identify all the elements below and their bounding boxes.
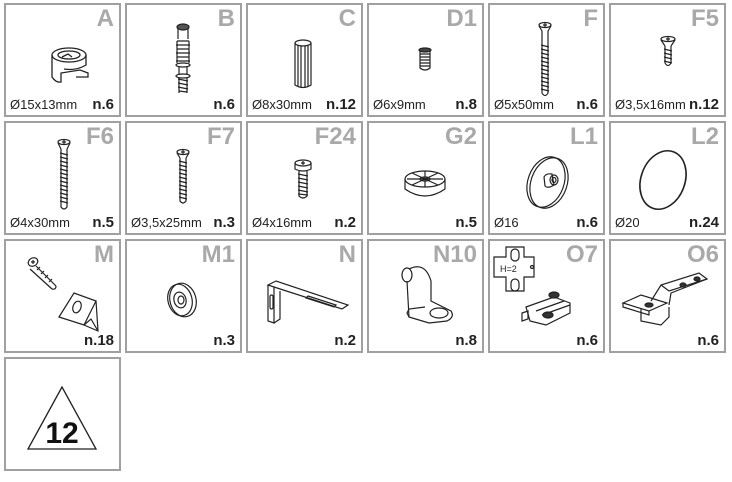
part-quantity: n.5 (455, 214, 477, 231)
part-card-c (246, 3, 363, 117)
part-code: F5 (690, 5, 719, 32)
part-quantity: n.3 (213, 214, 235, 231)
part-quantity: n.6 (576, 214, 598, 231)
part-card-m1 (125, 239, 242, 353)
part-dimension: Ø3,5x16mm (615, 97, 686, 112)
part-code: B (217, 5, 235, 32)
part-card-f (488, 3, 605, 117)
part-code: O7 (565, 241, 598, 268)
part-code: L2 (690, 123, 719, 150)
part-dimension: Ø20 (615, 215, 640, 230)
part-card-d1 (367, 3, 484, 117)
part-card-l1 (488, 121, 605, 235)
part-card-a (4, 3, 121, 117)
part-code: F24 (314, 123, 356, 150)
part-quantity: n.6 (576, 332, 598, 349)
part-quantity: n.6 (697, 332, 719, 349)
part-card-g2 (367, 121, 484, 235)
part-dimension: Ø4x16mm (252, 215, 312, 230)
part-code: L1 (569, 123, 598, 150)
part-code: D1 (446, 5, 477, 32)
part-code: A (96, 5, 114, 32)
part-code: N (338, 241, 356, 268)
part-quantity: n.12 (688, 96, 719, 113)
part-card-o7 (488, 239, 605, 353)
parts-grid (4, 3, 726, 471)
part-code: F (583, 5, 598, 32)
total-count-value: 12 (45, 417, 79, 450)
part-code: C (338, 5, 356, 32)
part-quantity: n.6 (92, 96, 114, 113)
part-quantity: n.2 (334, 214, 356, 231)
part-dimension: Ø3,5x25mm (131, 215, 202, 230)
part-dimension: Ø6x9mm (373, 97, 426, 112)
part-dimension: Ø16 (494, 215, 519, 230)
part-quantity: n.5 (92, 214, 114, 231)
part-quantity: n.12 (325, 96, 356, 113)
part-card-m (4, 239, 121, 353)
part-code: M1 (201, 241, 235, 268)
part-dimension: Ø4x30mm (10, 215, 70, 230)
triangle-icon (6, 359, 119, 469)
part-code: M (94, 241, 114, 268)
part-code: F6 (85, 123, 114, 150)
part-code: F7 (206, 123, 235, 150)
part-code: G2 (444, 123, 477, 150)
part-card-b (125, 3, 242, 117)
part-card-f24 (246, 121, 363, 235)
part-card-n10 (367, 239, 484, 353)
part-quantity: n.2 (334, 332, 356, 349)
part-quantity: n.8 (455, 332, 477, 349)
part-card-o6 (609, 239, 726, 353)
part-card-n (246, 239, 363, 353)
part-quantity: n.3 (213, 332, 235, 349)
part-quantity: n.8 (455, 96, 477, 113)
part-card-f6 (4, 121, 121, 235)
part-quantity: n.6 (576, 96, 598, 113)
part-code: O6 (686, 241, 719, 268)
part-quantity: n.6 (213, 96, 235, 113)
part-card-f5 (609, 3, 726, 117)
part-quantity: n.24 (688, 214, 719, 231)
svg-text:H=2: H=2 (500, 264, 517, 274)
part-card-l2 (609, 121, 726, 235)
part-dimension: Ø15x13mm (10, 97, 78, 112)
part-dimension: Ø5x50mm (494, 97, 554, 112)
part-card-f7 (125, 121, 242, 235)
part-code: N10 (432, 241, 477, 268)
total-count-marker (4, 357, 121, 471)
part-dimension: Ø8x30mm (252, 97, 312, 112)
part-quantity: n.18 (83, 332, 114, 349)
